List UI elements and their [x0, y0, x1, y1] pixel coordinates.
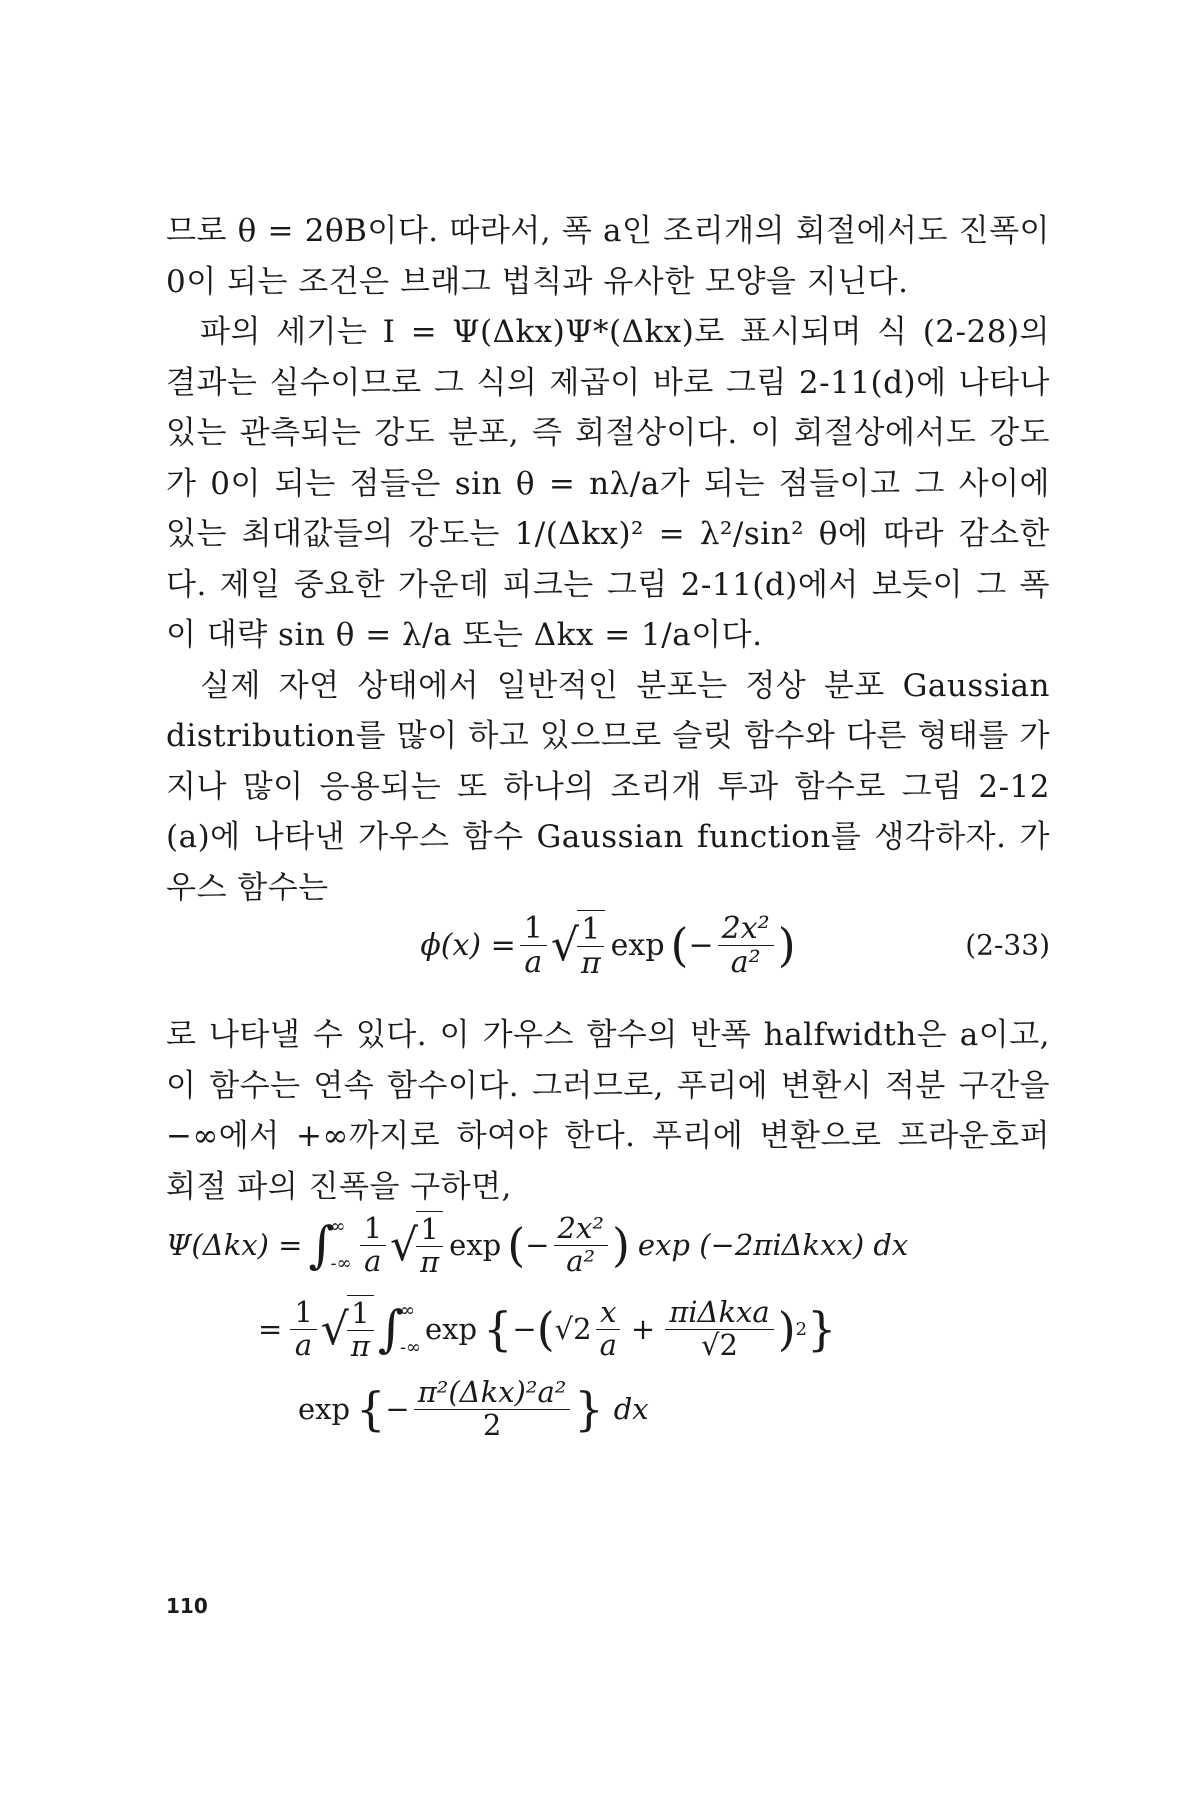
eq233-coef — [520, 912, 547, 979]
eq233-arg-den: a² — [730, 944, 761, 980]
fourier-lhs: Ψ(Δkx) = — [166, 1228, 303, 1262]
fourier-arg-num: 2x² — [554, 1213, 608, 1246]
eq233-coef-den: a — [524, 944, 543, 980]
eq233-sqrt-den: π — [580, 946, 601, 981]
fourier-l2-sqrt-den: π — [350, 1329, 370, 1363]
body-text-2 — [166, 1010, 1050, 1212]
fourier-l2-sqrt-num: 1 — [347, 1298, 373, 1331]
eq233-sqrt: √ $\frac{1}{\pi}$ — [551, 910, 605, 980]
fourier-line-2: = $\frac{1}{a}$ √ $\frac{1}{\pi}$ ∫ ∞ -∞ exp { − ( √2 $\frac{x}{a}$ + $\frac{\text{πiΔkxa}}{√2}$ ) 2 } — [258, 1294, 837, 1363]
paragraph-3: 실제 자연 상태에서 일반적인 분포는 정상 분포 Gaussian distribution를 많이 하고 있으므로 슬릿 함수와 다른 형태를 가지나 많이 응용되는 또 하나의 조리개 투과 함수로 그림 2-12 (a)에 나타낸 가우스 함수 Gaussian function를 생각하자. 가우스 함수는 — [166, 667, 1050, 906]
fourier-sqrt-den: π — [420, 1245, 440, 1279]
fourier-coef-num: 1 — [360, 1213, 386, 1246]
fourier-arg-den: a² — [566, 1243, 596, 1278]
sqrt-two: √2 — [554, 1312, 592, 1346]
eq233-exp: exp — [610, 927, 665, 963]
equation-fourier — [166, 1210, 1050, 1444]
l3-frac-num: π²(Δkx)²a² — [414, 1377, 571, 1410]
fourier-coef-den: a — [364, 1243, 382, 1278]
equation-number: (2-33) — [965, 928, 1050, 962]
paragraph-1: 므로 θ = 2θB이다. 따라서, 폭 a인 조리개의 회절에서도 진폭이 0이 되는 조건은 브래그 법칙과 유사한 모양을 지닌다. — [166, 213, 1050, 300]
equation-2-33: ϕ(x) = $\frac{1}{a}$ √ $\frac{1}{\pi}$ exp ( − $\frac{\text{2x²}}{\text{a²}}$ ) (2-33) — [420, 910, 1050, 981]
l2-upper-limit: ∞ — [399, 1300, 415, 1321]
fourier-line1-tail: exp (−2πiΔkxx) dx — [637, 1228, 909, 1262]
fourier-exp-2: exp — [425, 1312, 478, 1346]
page-number: 110 — [166, 1594, 208, 1618]
eq233-arg — [718, 912, 774, 979]
fourier-exp-3: exp — [298, 1392, 351, 1426]
eq233-lhs: ϕ(x) = — [420, 927, 516, 963]
l2-frac-num: x — [596, 1297, 620, 1330]
fourier-line-3: exp { − $\frac{\text{π²(Δkx)²a²}}{2}$ } dx — [298, 1374, 649, 1442]
fourier-equals: = — [258, 1312, 283, 1346]
paragraph-4: 로 나타낼 수 있다. 이 가우스 함수의 반폭 halfwidth은 a이고, 이 함수는 연속 함수이다. 그러므로, 푸리에 변환시 적분 구간을 −∞에서 +∞까지로 하여야 한다. 푸리에 변환으로 프라운호퍼 회절 파의 진폭을 구하면, — [166, 1017, 1050, 1205]
lower-limit: -∞ — [330, 1253, 352, 1274]
upper-limit: ∞ — [330, 1216, 346, 1237]
eq233-sqrt-num: 1 — [577, 913, 604, 947]
eq233-coef-num: 1 — [520, 912, 547, 946]
fourier-sqrt-num: 1 — [416, 1214, 442, 1247]
fourier-l2-coef-den: a — [294, 1327, 313, 1362]
fourier-l2-coef-num: 1 — [290, 1297, 316, 1330]
l3-frac-den: 2 — [482, 1407, 502, 1442]
l2-lower-limit: -∞ — [399, 1337, 422, 1358]
l3-tail: dx — [613, 1392, 649, 1426]
l2-frac2-den: √2 — [700, 1327, 738, 1362]
fourier-exp-1: exp — [449, 1228, 502, 1262]
l2-frac2-num: πiΔkxa — [665, 1297, 774, 1330]
fourier-line-1: Ψ(Δkx) = ∫ ∞ -∞ $\frac{1}{a}$ √ $\frac{1}{\pi}$ exp ( − $\frac{\text{2x²}}{\text{a²}}$ ) exp (−2πiΔkxx) dx — [166, 1210, 909, 1279]
body-text — [166, 206, 1050, 913]
eq233-arg-num: 2x² — [718, 912, 774, 946]
l2-frac-den: a — [599, 1327, 617, 1362]
paragraph-2: 파의 세기는 I = Ψ(Δkx)Ψ*(Δkx)로 표시되며 식 (2-28)의 결과는 실수이므로 그 식의 제곱이 바로 그림 2-11(d)에 나타나 있는 관측되는 강도 분포, 즉 회절상이다. 이 회절상에서도 강도가 0이 되는 점들은 sin θ = nλ/a가 되는 점들이고 그 사이에 있는 최대값들의 강도는 1/(Δkx)² = λ²/sin² θ에 따라 감소한다. 제일 중요한 가운데 피크는 그림 2-11(d)에서 보듯이 그 폭이 대략 sin θ = λ/a 또는 Δkx = 1/a이다. — [166, 314, 1050, 653]
